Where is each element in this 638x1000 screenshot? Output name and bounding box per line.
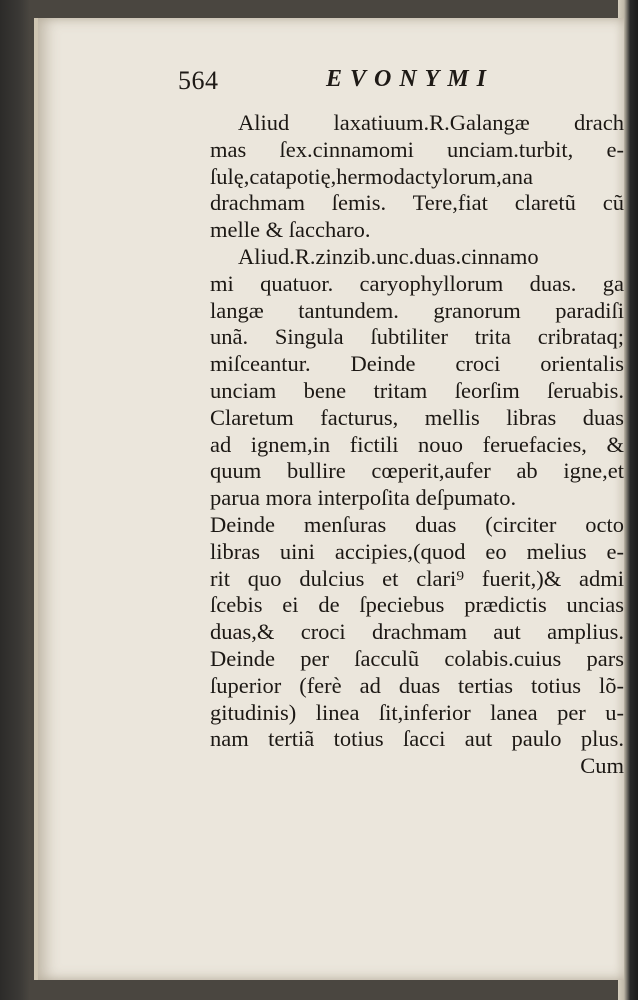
text-line: ſcebis ei de ſpeciebus prædictis uncias <box>210 592 624 618</box>
running-head <box>178 66 618 106</box>
text-line: duas,& croci drachmam aut amplius. <box>210 619 624 645</box>
text-line: nam tertiã totius ſacci aut paulo plus. <box>210 726 624 752</box>
text-line: Deinde menſuras duas (circiter octo <box>210 511 624 537</box>
text-line: rit quo dulcius et clari⁹ fuerit,)& admi <box>210 565 624 591</box>
text-line: ſuperior (ferè ad duas tertias totius lõ- <box>210 672 624 698</box>
text-line: Aliud laxatiuum.R.Galangæ drach <box>238 110 624 135</box>
text-line: unã. Singula ſubtiliter trita cribrataq; <box>210 324 624 350</box>
book-page <box>34 18 624 980</box>
page-number: 564 <box>178 66 219 95</box>
text-line: mas ſex.cinnamomi unciam.turbit, e- <box>210 136 624 162</box>
text-line: drachmam ſemis. Tere,fiat claretũ cũ <box>210 190 624 216</box>
text-line: libras uini accipies,(quod eo melius e- <box>210 538 624 564</box>
text-line: Claretum facturus, mellis libras duas <box>210 404 624 430</box>
text-line: langæ tantundem. granorum paradiſi <box>210 297 624 323</box>
text-line: quum bullire cœperit,aufer ab igne,et <box>210 458 624 484</box>
text-line: miſceantur. Deinde croci orientalis <box>210 351 624 377</box>
text-line: parua mora interpoſita deſpumato. <box>210 485 517 511</box>
text-line: ſulę,catapotię,hermodactylorum,ana <box>210 163 533 189</box>
body-text <box>210 110 624 780</box>
text-line: Deinde per ſacculũ colabis.cuius pars <box>210 645 624 671</box>
text-line: mi quatuor. caryophyllorum duas. ga <box>210 270 624 296</box>
text-line: Aliud.R.zinzib.unc.duas.cinnamo <box>238 243 539 269</box>
text-line: ad ignem,in fictili nouo feruefacies, & <box>210 431 624 457</box>
text-line: unciam bene tritam ſeorſim ſeruabis. <box>210 377 624 403</box>
text-line: melle & ſaccharo. <box>210 217 371 243</box>
running-title: EVONYMI <box>326 66 495 92</box>
text-line: gitudinis) linea ſit,inferior lanea per u- <box>210 699 624 725</box>
catchword: Cum <box>580 753 624 779</box>
